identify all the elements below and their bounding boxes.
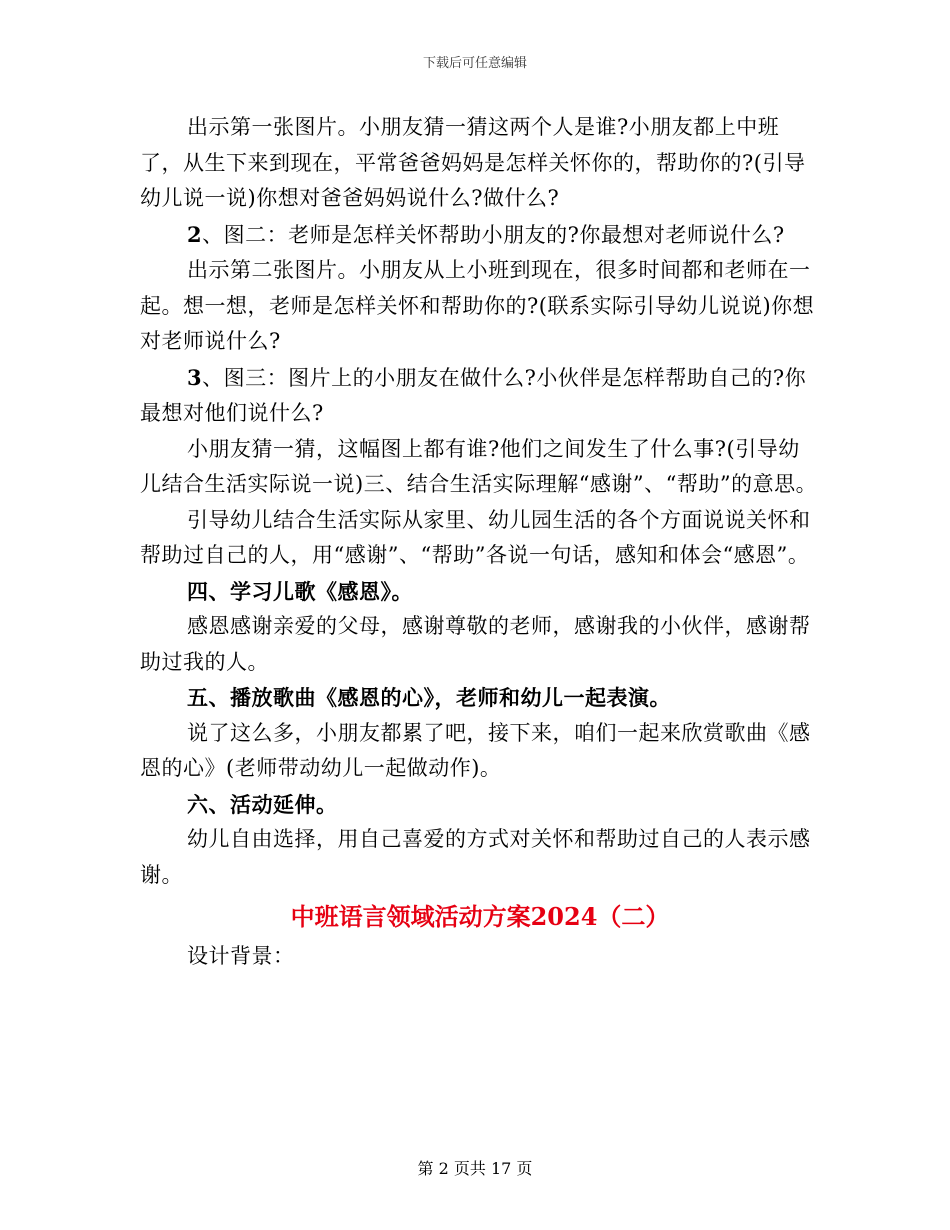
heading-learn-nursery-rhyme: 四、学习儿歌《感恩》。: [187, 578, 413, 604]
section-title: 中班语言领域活动方案2024（二）: [290, 902, 670, 931]
paragraph-guess-picture: 小朋友猜一猜，这幅图上都有谁?他们之间发生了什么事?(引导幼儿结合生活实际说一说)三、结合生活实际理解“感谢”、“帮助”的意思。: [140, 436, 818, 496]
paragraph-design-background: 设计背景：: [187, 944, 295, 968]
paragraph-free-choice: 幼儿自由选择，用自己喜爱的方式对关怀和帮助过自己的人表示感谢。: [140, 827, 811, 887]
paragraph-figure-two-question: [140, 217, 820, 254]
page-number-footer: 第 2 页共 17 页: [417, 1159, 533, 1178]
paragraph-nursery-rhyme: 感恩感谢亲爱的父母，感谢尊敬的老师，感谢我的小伙伴，感谢帮助过我的人。: [140, 614, 811, 674]
item-text: 、图三：图片上的小朋友在做什么?小伙伴是怎样帮助自己的?你最想对他们说什么?: [140, 365, 807, 425]
page-header: 下载后可任意编辑: [422, 56, 527, 71]
paragraph-show-first-picture: 出示第一张图片。小朋友猜一猜这两个人是谁?小朋友都上中班了，从生下来到现在，平常爸爸妈妈是怎样关怀你的，帮助你的?(引导幼儿说一说)你想对爸爸妈妈说什么?做什么?: [140, 115, 806, 210]
document-body: [140, 110, 820, 975]
paragraph-enjoy-song: 说了这么多，小朋友都累了吧，接下来，咱们一起来欣赏歌曲《感恩的心》(老师带动幼儿一起做动作)。: [140, 720, 811, 780]
paragraph-guide-children: 引导幼儿结合生活实际从家里、幼儿园生活的各个方面说说关怀和帮助过自己的人，用“感谢”、“帮助”各说一句话，感知和体会“感恩”。: [140, 507, 811, 567]
item-number: 3: [187, 364, 203, 390]
paragraph-figure-three-question: [140, 360, 820, 432]
paragraph-show-second-picture: 出示第二张图片。小朋友从上小班到现在，很多时间都和老师在一起。想一想，老师是怎样关怀和帮助你的?(联系实际引导幼儿说说)你想对老师说什么?: [140, 258, 815, 353]
heading-play-song: 五、播放歌曲《感恩的心》，老师和幼儿一起表演。: [187, 685, 671, 710]
heading-activity-extension: 六、活动延伸。: [187, 791, 338, 817]
item-text: 、图二：老师是怎样关怀帮助小朋友的?你最想对老师说什么?: [202, 222, 785, 247]
item-number: 2: [187, 221, 203, 247]
